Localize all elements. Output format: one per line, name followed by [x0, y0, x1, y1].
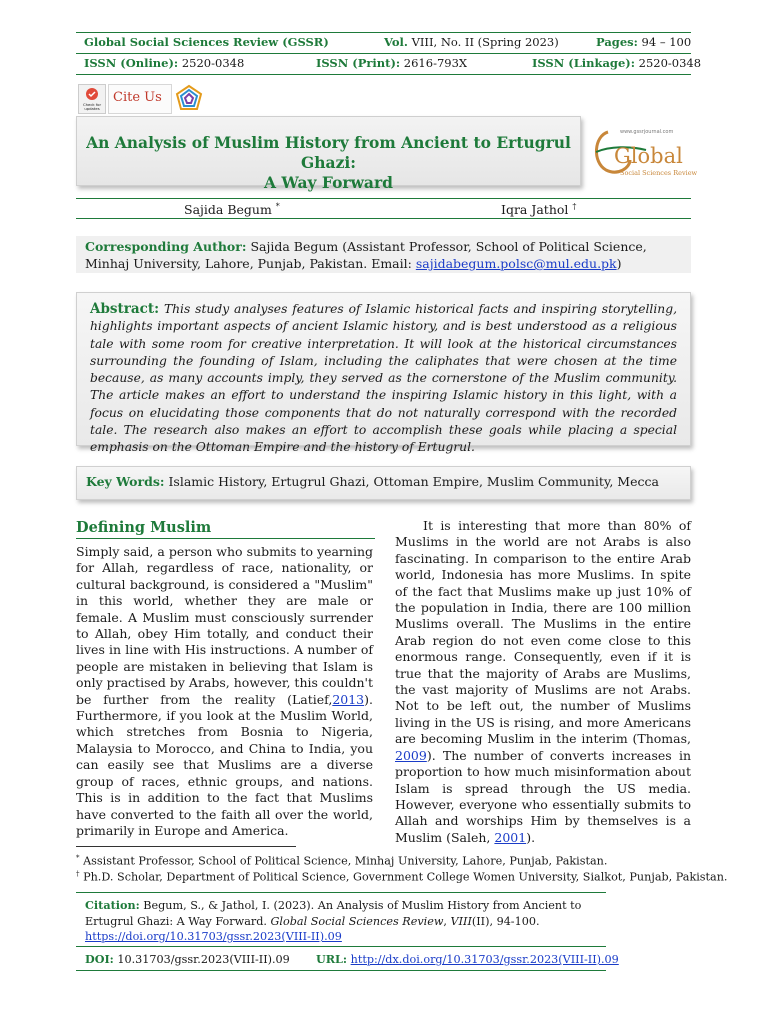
abstract-label: Abstract:: [90, 301, 160, 317]
citation-block: Citation: Begum, S., & Jathol, I. (2023). An Analysis of Muslim History from Ancient to Ertugrul Ghazi: A Way Forward. Global Social Sciences Review, VIII(II), 94-100. https://doi.org/10.31703/gssr.2023(VIII-II).09: [85, 898, 582, 943]
author-2: Iqra Jathol †: [501, 202, 577, 218]
logo-word: Global: [614, 144, 683, 168]
share-icon[interactable]: [174, 84, 204, 112]
body-left-column: Simply said, a person who submits to yearning for Allah, regardless of race, nationality, or cultural background, is considered a "Muslim" in this world, whether they are male or female. A Muslim must consciously surrender to Allah, obey Him totally, and conduct their lives in line with His instructions. A number of people are mistaken in believing that Islam is only practised by Arabs, however, this couldn't be further from the reality (Latief,2013). Furthermore, if you look at the Muslim World, which stretches from Bosnia to Nigeria, Malaysia to Morocco, and China to India, you can easily see that Muslims are a diverse group of races, ethnic groups, and nations. This is in addition to the fact that Muslims have converted to the faith all over the world, primarily in Europe and America.: [76, 544, 373, 838]
volume-info: Vol. VIII, No. II (Spring 2023): [384, 35, 559, 49]
authors-row: [76, 200, 691, 218]
section-title: Defining Muslim: [76, 519, 212, 536]
cite-us-badge[interactable]: [108, 84, 172, 114]
citation-doi-link[interactable]: https://doi.org/10.31703/gssr.2023(VIII-II).09: [85, 930, 342, 943]
section-rule: [76, 538, 375, 539]
keywords-box: [76, 466, 691, 500]
issn-linkage: ISSN (Linkage): 2520-0348: [532, 56, 702, 70]
issn-print: ISSN (Print): 2616-793X: [316, 56, 468, 70]
citation-link-2001[interactable]: 2001: [494, 829, 527, 845]
abstract-text: This study analyses features of Islamic historical facts and inspiring storytelling, highlights important aspects of ancient Islamic history, and is best understood as a religious tale with some room for creative interpretation. It will look at the historical circumstances surrounding the founding of Islam, including the caliphates that were chosen at the time because, as many accounts imply, they served as the cornerstone of the Muslim community. The article makes an effort to understand the inspiring Islamic history in this light, with a focus on elucidating those components that do not naturally correspond with the recorded tale. The research also makes an effort to accomplish these goals while placing a special emphasis on the Ottoman Empire and the history of Ertugrul.: [90, 302, 677, 455]
citation-link-2013[interactable]: 2013: [332, 691, 365, 707]
issn-online: ISSN (Online): 2520-0348: [84, 56, 245, 70]
email-link[interactable]: sajidabegum.polsc@mul.edu.pk: [415, 256, 617, 271]
url-link[interactable]: http://dx.doi.org/10.31703/gssr.2023(VIII-II).09: [350, 953, 619, 966]
journal-header: [76, 32, 702, 74]
check-updates-badge[interactable]: Check for updates: [78, 84, 106, 114]
article-title-box: [76, 116, 581, 192]
abstract-box: [76, 292, 691, 455]
cite-us-label: Cite Us: [113, 90, 162, 105]
header-bottom-rule: [76, 74, 691, 75]
keywords-text: Islamic History, Ertugrul Ghazi, Ottoman Empire, Muslim Community, Mecca: [168, 474, 659, 489]
journal-logo: www.gssrjournal.com Global Social Sciences Review: [590, 122, 692, 180]
citation-mid-rule: [76, 946, 606, 947]
corresponding-author: Corresponding Author: Sajida Begum (Assistant Professor, School of Political Science, Minhaj University, Lahore, Punjab, Pakistan. Email: sajidabegum.polsc@mul.edu.pk): [76, 236, 691, 273]
keywords-label: Key Words:: [86, 474, 165, 489]
article-title: An Analysis of Muslim History from Ancient to Ertugrul Ghazi: A Way Forward: [86, 133, 571, 192]
author-1: Sajida Begum *: [184, 202, 280, 218]
body-right-column: It is interesting that more than 80% of Muslims in the world are not Arabs is also fascinating. In comparison to the entire Arab world, Indonesia has more Muslims. In spite of the fact that Muslims make up just 10% of the population in India, there are 100 million Muslims overall. The Muslims in the entire Arab region do not even come close to this enormous range. Consequently, even if it is true that the majority of Arabs are Muslims, the vast majority of Muslims are not Arabs. Not to be left out, the number of Muslims living in the US is rising, and more Americans are becoming Muslim in the interim (Thomas, 2009). The number of converts increases in proportion to how much misinformation about Islam is spread through the US media. However, everyone who essentially submits to Allah and worships Him by themselves is a Muslim (Saleh, 2001).: [395, 518, 691, 845]
authors-top-rule: [76, 198, 691, 199]
pages-info: Pages: 94 – 100: [596, 35, 692, 49]
citation-bottom-rule: [76, 970, 606, 971]
authors-bottom-rule: [76, 218, 691, 219]
footnote-rule: [76, 846, 296, 847]
journal-name: Global Social Sciences Review (GSSR): [84, 35, 329, 49]
footnote-1: * Assistant Professor, School of Political Science, Minhaj University, Lahore, Punjab, Pakistan.: [76, 854, 608, 868]
doi-info: DOI: 10.31703/gssr.2023(VIII-II).09: [85, 952, 290, 966]
citation-top-rule: [76, 892, 606, 893]
logo-subtitle: Social Sciences Review: [620, 169, 698, 177]
citation-link-2009[interactable]: 2009: [395, 747, 427, 763]
footnote-2: † Ph.D. Scholar, Department of Political Science, Government College Women University, Sialkot, Punjab, Pakistan.: [76, 870, 728, 884]
url-info: URL: http://dx.doi.org/10.31703/gssr.2023(VIII-II).09: [316, 952, 619, 966]
